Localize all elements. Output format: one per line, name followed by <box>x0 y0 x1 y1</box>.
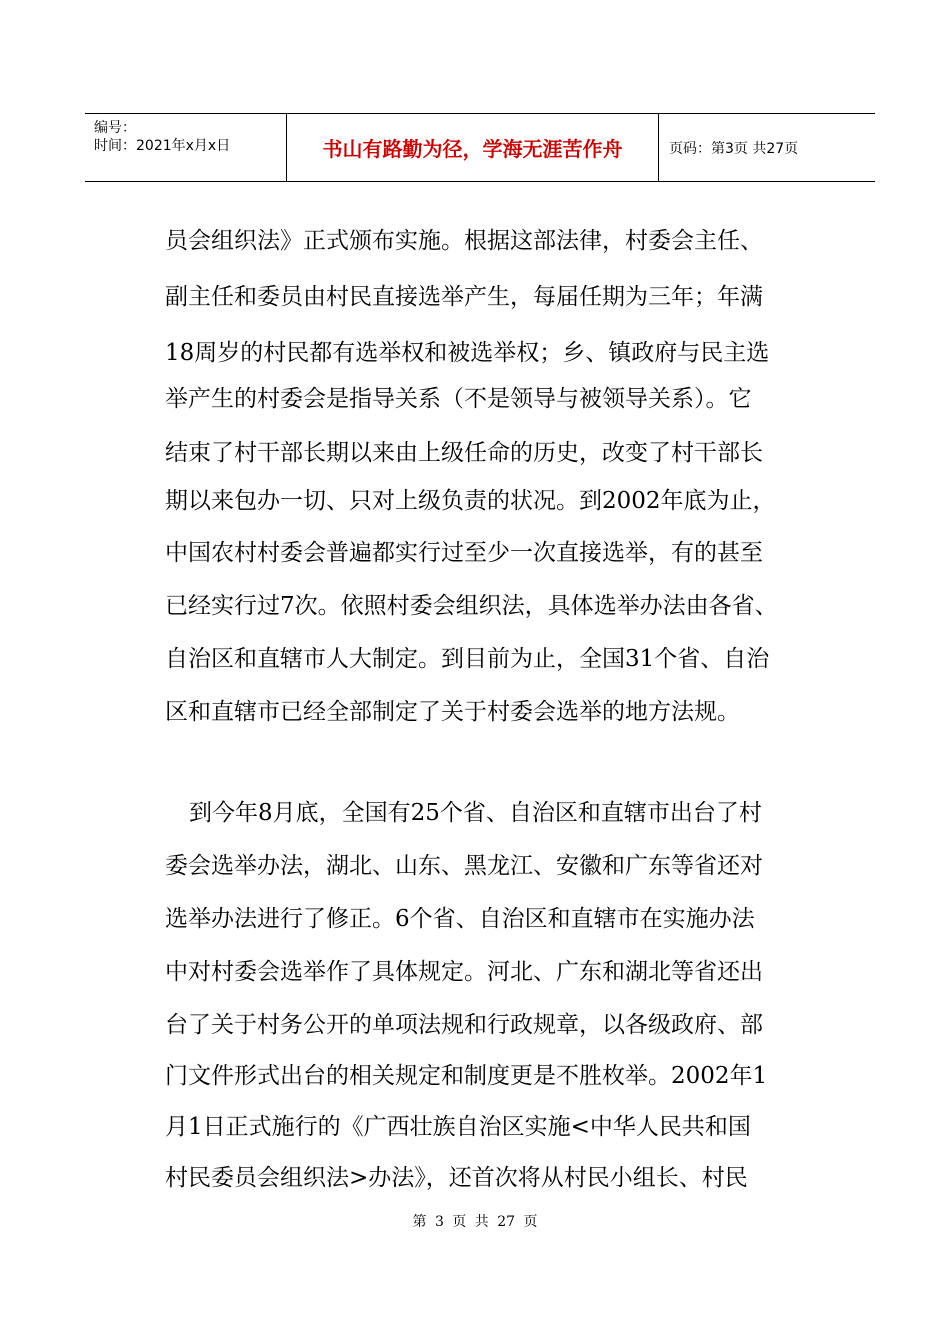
serial-number-label: 编号： <box>94 120 136 136</box>
page-header <box>85 113 875 182</box>
paragraph-line: 中对村委会选举作了具体规定。河北、广东和湖北等省还出 <box>165 959 763 985</box>
paragraph-line: 自治区和直辖市人大制定。到目前为止，全国31个省、自治 <box>165 646 770 672</box>
header-motto-cell <box>286 114 659 181</box>
paragraph-line: 举产生的村委会是指导关系（不是领导与被领导关系）。它 <box>165 386 752 412</box>
paragraph-line: 到今年8月底，全国有25个省、自治区和直辖市出台了村 <box>189 800 762 826</box>
paragraph-line: 选举办法进行了修正。6个省、自治区和直辖市在实施办法 <box>165 906 755 932</box>
paragraph-line: 村民委员会组织法>办法》，还首次将从村民小组长、村民 <box>165 1165 748 1191</box>
paragraph-line: 员会组织法》正式颁布实施。根据这部法律，村委会主任、 <box>165 228 763 254</box>
page-footer: 第 3 页 共 27 页 <box>412 1214 538 1230</box>
date-label: 时间：2021年x月x日 <box>94 138 231 154</box>
header-page-info: 页码：第3页 共27页 <box>669 141 799 157</box>
paragraph-line: 结束了村干部长期以来由上级任命的历史，改变了村干部长 <box>165 440 763 466</box>
paragraph-line: 副主任和委员由村民直接选举产生，每届任期为三年；年满 <box>165 284 763 310</box>
paragraph-line: 已经实行过7次。依照村委会组织法，具体选举办法由各省、 <box>165 593 778 619</box>
paragraph-line: 期以来包办一切、只对上级负责的状况。到2002年底为止， <box>165 488 776 514</box>
paragraph-line: 18周岁的村民都有选举权和被选举权；乡、镇政府与民主选 <box>165 340 770 366</box>
motto: 书山有路勤为径，学海无涯苦作舟 <box>322 137 623 161</box>
paragraph-line: 月1日正式施行的《广西壮族自治区实施<中华人民共和国 <box>165 1114 751 1140</box>
header-left-cell <box>85 114 286 181</box>
header-right-cell <box>659 114 875 181</box>
paragraph-line: 中国农村村委会普遍都实行过至少一次直接选举，有的甚至 <box>165 540 763 566</box>
paragraph-line: 区和直辖市已经全部制定了关于村委会选举的地方法规。 <box>165 699 740 725</box>
paragraph-line: 门文件形式出台的相关规定和制度更是不胜枚举。2002年1 <box>165 1063 768 1089</box>
paragraph-line: 台了关于村务公开的单项法规和行政规章，以各级政府、部 <box>165 1012 763 1038</box>
paragraph-line: 委会选举办法，湖北、山东、黑龙江、安徽和广东等省还对 <box>165 853 763 879</box>
